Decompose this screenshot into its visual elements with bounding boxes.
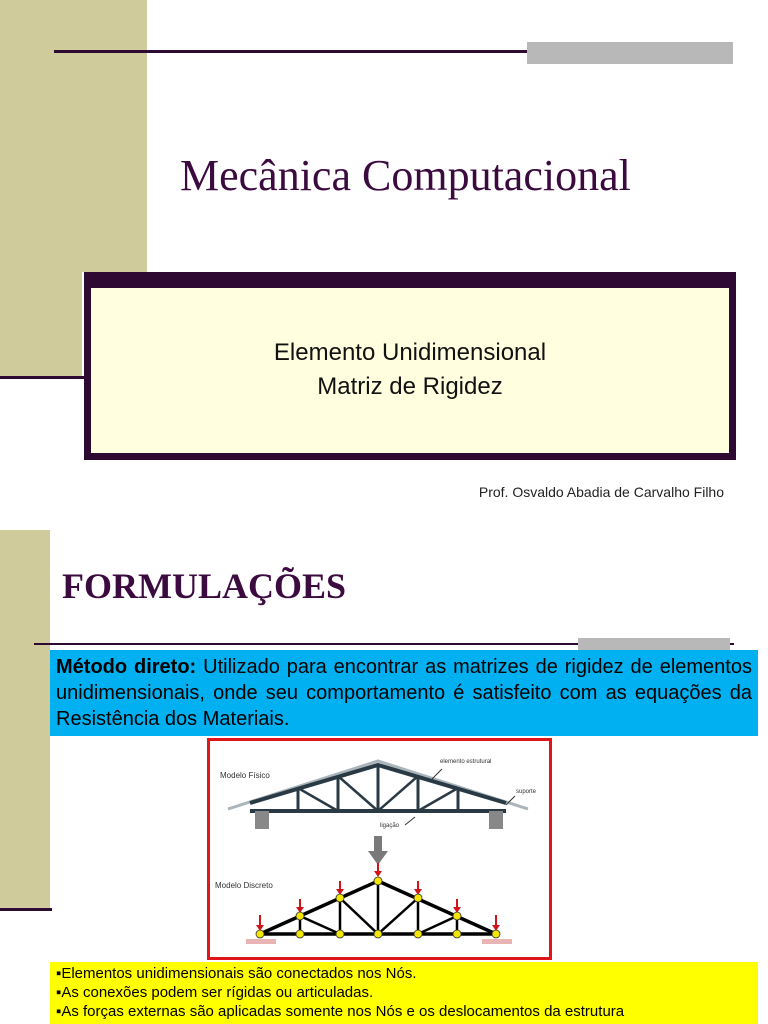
decor-gray-bar: [527, 42, 733, 64]
author-name: Prof. Osvaldo Abadia de Carvalho Filho: [478, 484, 724, 500]
pointer-joint: [405, 817, 415, 825]
decor-gray-bar: [578, 638, 730, 650]
slide-formulations: [0, 530, 768, 1024]
pointer-element: [432, 769, 442, 779]
bullet-item: ▪As forças externas são aplicadas somente nos Nós e os deslocamentos da estrutura: [56, 1003, 625, 1020]
method-text: Utilizado para encontrar as matrizes de rigidez de elementos unidimensionais, onde seu comportamento é satisfeito com as equações da Resistência dos Materiais.: [56, 656, 752, 730]
label-support: suporte: [516, 789, 537, 795]
bullet-item: ▪Elementos unidimensionais são conectados nos Nós.: [56, 965, 417, 982]
label-discrete-model: Modelo Discreto: [215, 881, 273, 890]
slide-title: [0, 0, 768, 510]
subtitle-frame: [84, 272, 736, 460]
bullet-item: ▪As conexões podem ser rígidas ou articuladas.: [56, 984, 374, 1001]
subtitle-line-1: Elemento Unidimensional: [273, 339, 547, 366]
down-arrow-icon: [368, 836, 388, 865]
slide-title-text: Mecânica Computacional: [180, 151, 631, 200]
method-description: [50, 650, 758, 736]
decor-side-line: [0, 376, 84, 379]
support-bases: [246, 939, 512, 944]
bullet-list: [50, 962, 758, 1024]
decor-tan-bar-lower: [0, 272, 82, 378]
support-left: [255, 811, 269, 829]
truss-diagram: [210, 741, 549, 957]
subtitle-panel: [91, 288, 729, 453]
subtitle-line-2: Matriz de Rigidez: [317, 373, 503, 400]
decor-tan-bar: [0, 530, 50, 910]
decor-tan-bar: [0, 0, 147, 272]
physical-truss: [228, 761, 528, 811]
label-structural-element: elemento estrutural: [440, 759, 492, 765]
decor-side-line: [0, 908, 52, 911]
truss-figure: [207, 738, 552, 960]
method-label: Método direto:: [56, 656, 197, 678]
support-right: [489, 811, 503, 829]
section-title: FORMULAÇÕES: [62, 566, 347, 606]
label-physical-model: Modelo Físico: [220, 771, 270, 780]
label-joint: ligação: [380, 823, 400, 829]
